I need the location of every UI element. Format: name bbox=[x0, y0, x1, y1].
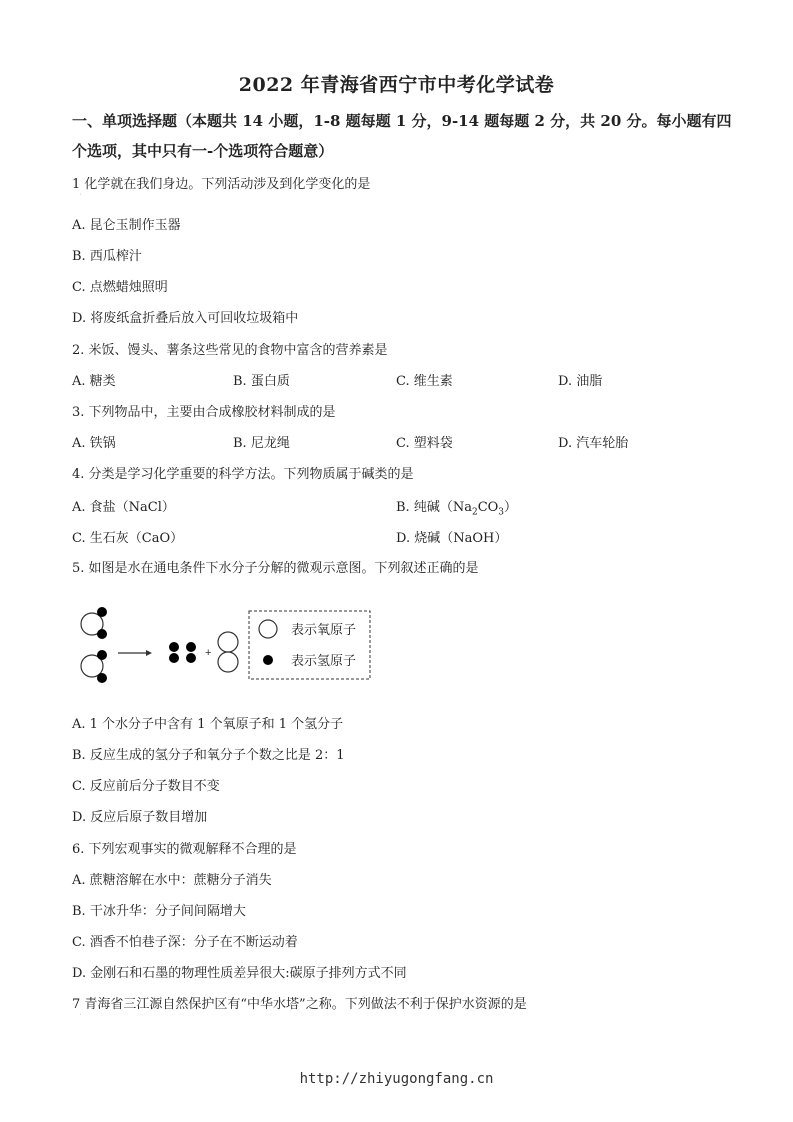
hydrogen-atom bbox=[186, 653, 196, 663]
q1-option-d: D. 将废纸盒折叠后放入可回收垃圾箱中 bbox=[72, 311, 299, 326]
legend-oxygen-atom bbox=[259, 620, 277, 638]
q4-option-d: D. 烧碱（NaOH） bbox=[396, 531, 508, 546]
oxygen-atom bbox=[218, 632, 238, 652]
reaction-arrow bbox=[118, 650, 152, 656]
legend-hydrogen-atom bbox=[263, 655, 273, 665]
q2-option-c: C. 维生素 bbox=[396, 374, 453, 389]
legend-oxygen-label: 表示氧原子 bbox=[291, 623, 357, 638]
question-5-stem: 5. 如图是水在通电条件下水分子分解的微观示意图。下列叙述正确的是 bbox=[72, 561, 479, 576]
q4-option-b: B. 纯碱$(Na_2CO_3)$ bbox=[396, 500, 518, 518]
question-2-stem: 2. 米饭、馒头、薯条这些常见的食物中富含的营养素是 bbox=[72, 343, 388, 358]
water-electrolysis-diagram bbox=[70, 598, 380, 693]
question-7-stem: 7 青海省三江源自然保护区有“中华水塔”之称。下列做法不利于保护水资源的是 bbox=[72, 997, 527, 1012]
question-3-stem: 3. 下列物品中，主要由合成橡胶材料制成的是 bbox=[72, 405, 336, 420]
q5-option-d: D. 反应后原子数目增加 bbox=[72, 810, 208, 825]
q5-option-a: A. 1 个水分子中含有 1 个氧原子和 1 个氢分子 bbox=[72, 717, 344, 732]
oxygen-atom bbox=[218, 652, 238, 672]
question-1-stem: 1 化学就在我们身边。下列活动涉及到化学变化的是 bbox=[72, 177, 371, 192]
q6-option-c: C. 酒香不怕巷子深：分子在不断运动着 bbox=[72, 935, 298, 950]
q2-option-d: D. 油脂 bbox=[558, 374, 603, 389]
q2-option-b: B. 蛋白质 bbox=[233, 374, 290, 389]
q6-option-d: D. 金刚石和石墨的物理性质差异很大:碳原子排列方式不同 bbox=[72, 966, 407, 981]
hydrogen-atom bbox=[169, 642, 179, 652]
q5-option-b: B. 反应生成的氢分子和氧分子个数之比是 2：1 bbox=[72, 748, 345, 763]
hydrogen-atom bbox=[97, 607, 107, 617]
q1-option-b: B. 西瓜榨汁 bbox=[72, 249, 142, 264]
section-heading-line2: 个选项，其中只有一-个选项符合题意） bbox=[72, 142, 334, 160]
plus-sign: + bbox=[205, 647, 212, 659]
q4-option-a: A. 食盐（NaCl） bbox=[72, 500, 175, 515]
scan-mark: ' bbox=[80, 1013, 82, 1019]
page-title: 2022 年青海省西宁市中考化学试卷 bbox=[238, 74, 555, 96]
q3-option-d: D. 汽车轮胎 bbox=[558, 436, 629, 451]
q6-option-a: A. 蔗糖溶解在水中：蔗糖分子消失 bbox=[72, 873, 272, 888]
question-4-stem: 4. 分类是学习化学重要的科学方法。下列物质属于碱类的是 bbox=[72, 467, 414, 482]
hydrogen-atom bbox=[186, 642, 196, 652]
question-6-stem: 6. 下列宏观事实的微观解释不合理的是 bbox=[72, 842, 297, 857]
hydrogen-atom bbox=[97, 629, 107, 639]
section-heading-line1: 一、单项选择题（本题共 14 小题，1-8 题每题 1 分，9-14 题每题 2 分，共 20 分。每小题有四 bbox=[72, 112, 732, 130]
q2-option-a: A. 糖类 bbox=[72, 374, 116, 389]
q1-option-a: A. 昆仑玉制作玉器 bbox=[72, 218, 181, 233]
q4-option-c: C. 生石灰（CaO） bbox=[72, 531, 184, 546]
hydrogen-atom bbox=[97, 673, 107, 683]
q1-option-c: C. 点燃蜡烛照明 bbox=[72, 280, 168, 295]
legend-box bbox=[249, 611, 370, 679]
q6-option-b: B. 干冰升华：分子间间隔增大 bbox=[72, 904, 246, 919]
hydrogen-atom bbox=[169, 653, 179, 663]
legend-hydrogen-label: 表示氢原子 bbox=[291, 654, 357, 669]
footer-url: http://zhiyugongfang.cn bbox=[299, 1071, 494, 1087]
q3-option-b: B. 尼龙绳 bbox=[233, 436, 290, 451]
q3-option-c: C. 塑料袋 bbox=[396, 436, 453, 451]
scan-mark: ' bbox=[80, 193, 82, 199]
q5-option-c: C. 反应前后分子数目不变 bbox=[72, 779, 220, 794]
hydrogen-atom bbox=[97, 650, 107, 660]
q3-option-a: A. 铁锅 bbox=[72, 436, 116, 451]
